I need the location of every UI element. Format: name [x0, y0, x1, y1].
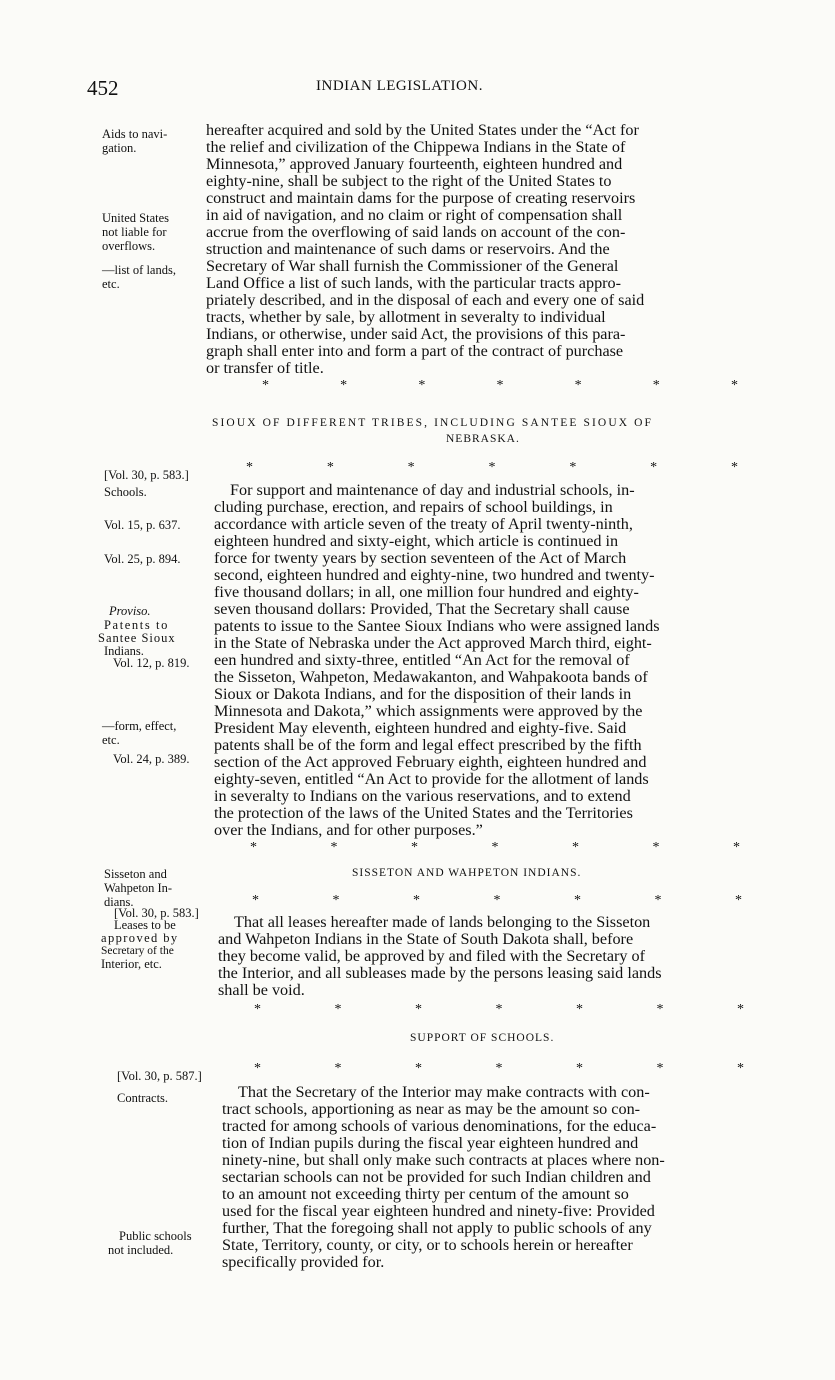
- margin-note: United States: [102, 211, 170, 225]
- section-heading-schools: SUPPORT OF SCHOOLS.: [410, 1032, 555, 1044]
- text-line: Secretary of War shall furnish the Commissioner of the General: [206, 257, 619, 275]
- margin-note: Santee Sioux: [98, 631, 176, 645]
- text-line: cluding purchase, erection, and repairs of school buildings, in: [214, 498, 613, 516]
- margin-note: gation.: [102, 141, 137, 155]
- text-line: the protection of the laws of the United States and the Territories: [214, 804, 633, 822]
- text-line: or transfer of title.: [206, 359, 324, 377]
- text-line: the Interior, and all subleases made by the persons leasing said lands: [218, 964, 662, 982]
- text-line: further, That the foregoing shall not apply to public schools of any: [222, 1219, 652, 1237]
- running-head: INDIAN LEGISLATION.: [316, 78, 483, 94]
- margin-note: overflows.: [102, 239, 156, 253]
- margin-note: [Vol. 30, p. 587.]: [117, 1069, 202, 1083]
- text-line: used for the fiscal year eighteen hundred and ninety-five: Provided: [222, 1202, 655, 1220]
- text-line: and Wahpeton Indians in the State of South Dakota shall, before: [218, 930, 634, 948]
- margin-note: not included.: [108, 1243, 174, 1257]
- margin-note: Patents to: [104, 618, 169, 632]
- section-heading-sioux-line2: NEBRASKA.: [446, 433, 520, 445]
- page-number: 452: [87, 76, 119, 100]
- margin-note: approved by: [101, 931, 179, 945]
- text-line: in severalty to Indians on the various reservations, and to extend: [214, 787, 631, 805]
- text-line: For support and maintenance of day and industrial schools, in-: [230, 481, 635, 499]
- text-line: specifically provided for.: [222, 1253, 385, 1271]
- text-line: to an amount not exceeding thirty per centum of the amount so: [222, 1185, 629, 1203]
- margin-note: [Vol. 30, p. 583.]: [114, 906, 199, 920]
- text-line: patents to issue to the Santee Sioux Indians who were assigned lands: [214, 617, 660, 635]
- margin-note: Vol. 24, p. 389.: [113, 752, 190, 766]
- text-line: Minnesota,” approved January fourteenth, eighteen hundred and: [206, 155, 623, 173]
- text-line: Minnesota and Dakota,” which assignments were approved by the: [214, 702, 643, 720]
- text-line: in aid of navigation, and no claim or right of compensation shall: [206, 206, 623, 224]
- margin-note: [Vol. 30, p. 583.]: [104, 468, 189, 482]
- text-line: struction and maintenance of such dams or reservoirs. And the: [206, 240, 610, 258]
- margin-note: Vol. 12, p. 819.: [113, 656, 190, 670]
- text-line: eighty-nine, shall be subject to the right of the United States to: [206, 172, 612, 190]
- margin-note: Proviso.: [109, 604, 151, 618]
- margin-note: Schools.: [104, 485, 147, 499]
- text-line: section of the Act approved February eighth, eighteen hundred and: [214, 753, 647, 771]
- margin-note: etc.: [102, 277, 120, 291]
- text-line: ninety-nine, but shall only make such contracts at places where non-: [222, 1151, 665, 1169]
- text-line: the Sisseton, Wahpeton, Medawakanton, and Wahpakoota bands of: [214, 668, 648, 686]
- text-line: President May eleventh, eighteen hundred and eighty-five. Said: [214, 719, 627, 737]
- text-line: seven thousand dollars: Provided, That the Secretary shall cause: [214, 600, 630, 618]
- section-heading-sioux: SIOUX OF DIFFERENT TRIBES, INCLUDING SANTEE SIOUX OF: [212, 417, 654, 429]
- text-line: force for twenty years by section seventeen of the Act of March: [214, 549, 627, 567]
- text-line: they become valid, be approved by and filed with the Secretary of: [218, 947, 646, 965]
- text-line: Sioux or Dakota Indians, and for the disposition of their lands in: [214, 685, 632, 703]
- text-line: That the Secretary of the Interior may make contracts with con-: [238, 1083, 650, 1101]
- margin-note: Secretary of the: [101, 945, 174, 957]
- margin-note: —form, effect,: [102, 719, 177, 733]
- text-line: accrue from the overflowing of said lands on account of the con-: [206, 223, 626, 241]
- ellipsis-stars: * * * * * * *: [246, 460, 738, 475]
- margin-note: Interior, etc.: [101, 957, 162, 971]
- text-line: hereafter acquired and sold by the United States under the “Act for: [206, 121, 639, 139]
- text-line: Land Office a list of such lands, with the particular tracts appro-: [206, 274, 622, 292]
- ellipsis-stars: * * * * * * *: [252, 893, 742, 908]
- margin-note: Aids to navi-: [102, 127, 168, 141]
- text-line: tract schools, apportioning as near as may be the amount so con-: [222, 1100, 641, 1118]
- text-line: State, Territory, county, or city, or to schools herein or hereafter: [222, 1236, 633, 1254]
- text-line: priately described, and in the disposal of each and every one of said: [206, 291, 645, 309]
- ellipsis-stars: * * * * * * *: [262, 378, 738, 393]
- text-line: second, eighteen hundred and eighty-nine, two hundred and twenty-: [214, 566, 655, 584]
- margin-note: —list of lands,: [102, 263, 176, 277]
- ellipsis-stars: * * * * * * *: [254, 1002, 744, 1017]
- text-line: over the Indians, and for other purposes.”: [214, 821, 483, 839]
- margin-note: etc.: [102, 733, 120, 747]
- text-line: construct and maintain dams for the purpose of creating reservoirs: [206, 189, 636, 207]
- ellipsis-stars: * * * * * * *: [254, 1061, 744, 1076]
- text-line: five thousand dollars; in all, one million four hundred and eighty-: [214, 583, 639, 601]
- section-heading-sisseton: SISSETON AND WAHPETON INDIANS.: [352, 867, 582, 879]
- text-line: accordance with article seven of the treaty of April twenty-ninth,: [214, 515, 633, 533]
- margin-note: Sisseton and: [104, 867, 167, 881]
- margin-note: Leases to be: [114, 918, 176, 932]
- margin-note: not liable for: [102, 225, 167, 239]
- margin-note: Wahpeton In-: [104, 881, 173, 895]
- text-line: graph shall enter into and form a part of the contract of purchase: [206, 342, 624, 360]
- text-line: een hundred and sixty-three, entitled “An Act for the removal of: [214, 651, 630, 669]
- text-line: tion of Indian pupils during the fiscal year eighteen hundred and: [222, 1134, 639, 1152]
- margin-note: Vol. 25, p. 894.: [104, 552, 181, 566]
- ellipsis-stars: * * * * * * *: [250, 840, 740, 855]
- text-line: shall be void.: [218, 981, 305, 999]
- text-line: the relief and civilization of the Chippewa Indians in the State of: [206, 138, 626, 156]
- text-line: in the State of Nebraska under the Act approved March third, eight-: [214, 634, 652, 652]
- text-line: eighty-seven, entitled “An Act to provide for the allotment of lands: [214, 770, 649, 788]
- text-line: tracted for among schools of various denominations, for the educa-: [222, 1117, 657, 1135]
- text-line: eighteen hundred and sixty-eight, which article is continued in: [214, 532, 619, 550]
- text-line: sectarian schools can not be provided for such Indian children and: [222, 1168, 651, 1186]
- margin-note: Indians.: [104, 644, 144, 658]
- margin-note: Vol. 15, p. 637.: [104, 518, 181, 532]
- margin-note: dians.: [104, 895, 134, 909]
- text-line: That all leases hereafter made of lands belonging to the Sisseton: [234, 913, 651, 931]
- text-line: Indians, or otherwise, under said Act, the provisions of this para-: [206, 325, 626, 343]
- text-line: tracts, whether by sale, by allotment in severalty to individual: [206, 308, 606, 326]
- margin-note: Public schools: [119, 1229, 192, 1243]
- text-line: patents shall be of the form and legal effect prescribed by the fifth: [214, 736, 642, 754]
- margin-note: Contracts.: [117, 1091, 169, 1105]
